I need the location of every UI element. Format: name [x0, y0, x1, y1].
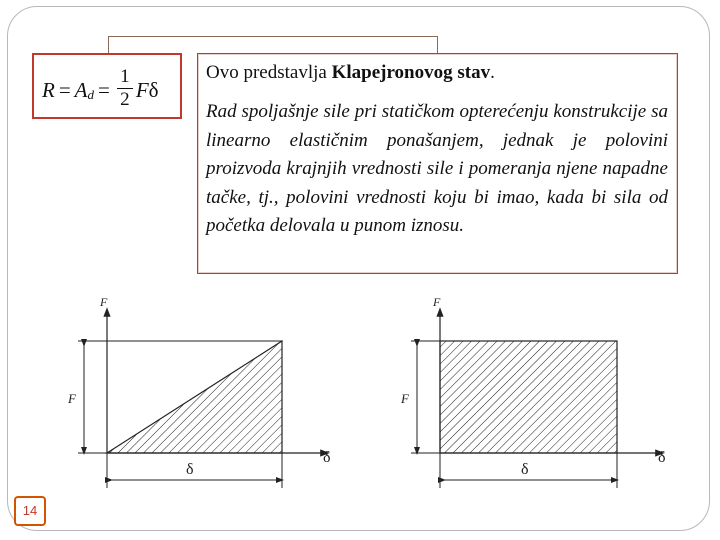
page-number: 14: [14, 496, 46, 526]
fraction-numerator: 1: [120, 66, 130, 87]
formula-equals: =: [98, 78, 110, 102]
triangle-work-diagram: [60, 290, 350, 495]
formula-fraction: [117, 67, 133, 110]
callout-connector: [108, 36, 438, 54]
fraction-denominator: 2: [120, 89, 130, 110]
formula-work-symbol: A: [74, 78, 88, 102]
title-prefix: Ovo predstavlja: [206, 62, 332, 83]
theorem-name: Klapejronovog stav: [331, 62, 491, 83]
y-axis-label: F: [433, 295, 441, 309]
formula-equals: =: [58, 78, 71, 102]
y-axis-label: F: [100, 295, 108, 309]
height-label: F: [68, 391, 76, 406]
formula-displacement-symbol: δ: [148, 78, 159, 102]
formula-force-symbol: F: [135, 78, 149, 102]
theorem-text-box: [197, 53, 678, 274]
triangle-area: [107, 341, 282, 453]
theorem-statement: Rad spoljašnje sile pri statičkom opterećenju konstrukcije sa linearno elastičnim ponašanjem, jednak je polovini proizvoda krajnjih vrednosti sile i pomeranja njene napadne tačke, tj., polovini vrednosti koju bi imao, kada bi sila od početka delovala u punom iznosu.: [206, 101, 668, 237]
height-label: F: [401, 391, 409, 406]
formula-box: [32, 53, 182, 119]
clapeyron-formula: [42, 66, 159, 112]
x-axis-label: δ: [658, 449, 666, 466]
width-label: δ: [521, 461, 529, 478]
rectangle-area: [440, 341, 617, 453]
theorem-title: [206, 62, 495, 84]
rectangle-work-diagram: [395, 290, 685, 495]
x-axis-label: δ: [323, 449, 331, 466]
formula-work-subscript: d: [87, 86, 94, 102]
width-label: δ: [186, 461, 194, 478]
title-suffix: .: [490, 62, 495, 83]
formula-lhs: R: [42, 78, 55, 102]
